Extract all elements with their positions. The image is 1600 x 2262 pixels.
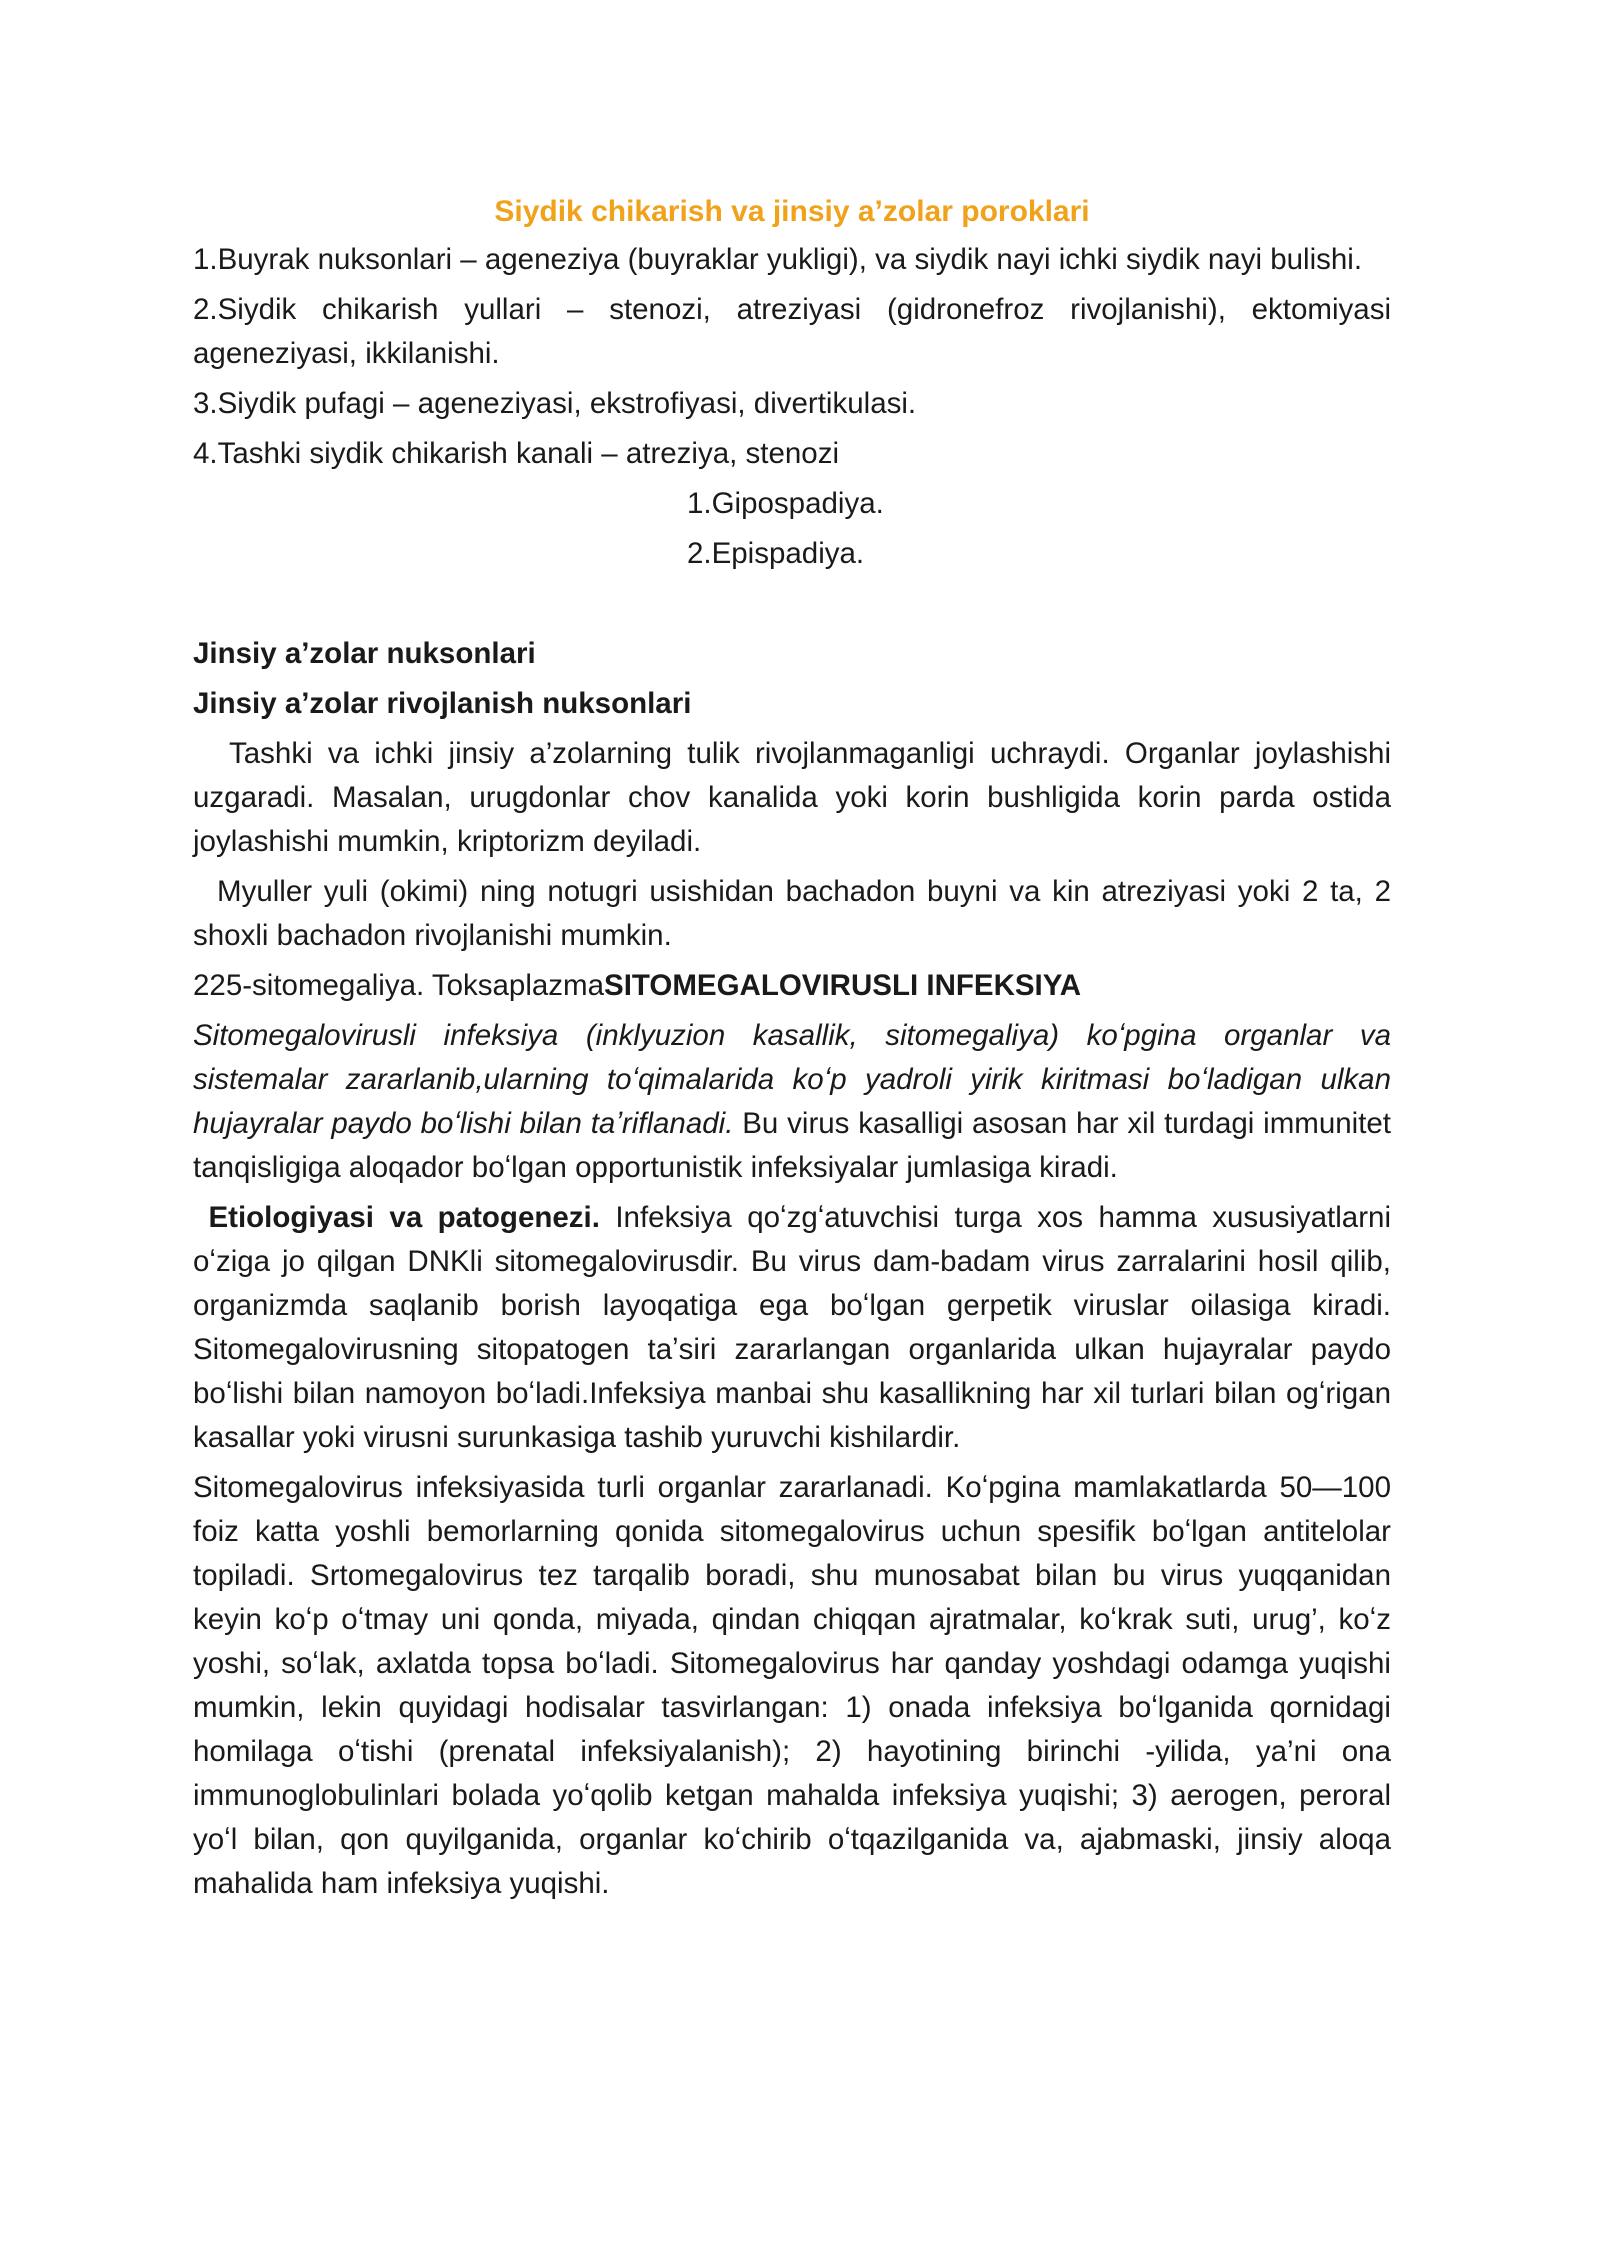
paragraph: Myuller yuli (okimi) ning notugri usishidan bachadon buyni va kin atreziyasi yoki 2 ta, 2 shoxli bachadon rivojlanishi mumkin.	[193, 875, 1391, 952]
document-title: Siydik chikarish va jinsiy a’zolar poroklari	[494, 195, 1090, 228]
list-item: 1.Buyrak nuksonlari – ageneziya (buyraklar yukligi), va siydik nayi ichki siydik nayi bulishi.	[193, 243, 1363, 276]
section-heading-inline: SITOMEGALOVIRUSLI INFEKSIYA	[604, 969, 1082, 1002]
spacer	[193, 576, 1391, 632]
paragraph-text: Infeksiya qoʻzgʻatuvchisi turga xos hamma xususiyatlarni oʻziga jo qilgan DNKli sitomegalovirusdir. Bu virus dam-badam virus zarralarini hosil qilib, organizmda saqlanib borish layoqatiga ega boʻlgan gerpetik viruslar oilasiga kiradi. Sitomegalovirusning sitopatogen taʼsiri zararlangan organlarida ulkan hujayralar paydo boʻlishi bilan namoyon boʻladi.Infeksiya manbai shu kasallikning har xil turlari bilan ogʻrigan kasallar yoki virusni surunkasiga tashib yuruvchi kishilardir.	[193, 1201, 1391, 1454]
section-heading: Jinsiy a’zolar rivojlanish nuksonlari	[193, 687, 692, 720]
paragraph	[193, 1196, 1391, 1460]
list-item: 4.Tashki siydik chikarish kanali – atreziya, stenozi	[193, 437, 840, 470]
document-page	[193, 190, 1391, 1906]
italic-definition: Sitomegalovirusli infeksiya (inklyuzion kasallik, sitomegaliya) koʻpgina organlar va sistemalar zararlanib,ularning toʻqimalarida koʻp yadroli yirik kiritmasi boʻladigan ulkan hujayralar paydo boʻlishi bilan taʼriflanadi.	[193, 1019, 1391, 1140]
paragraph: Tashki va ichki jinsiy a’zolarning tulik rivojlanmaganligi uchraydi. Organlar joylashishi uzgaradi. Masalan, urugdonlar chov kanalida yoki korin bushligida korin parda ostida joylashishi mumkin, kriptorizm deyiladi.	[193, 737, 1391, 858]
list-item: 2.Siydik chikarish yullari – stenozi, atreziyasi (gidronefroz rivojlanishi), ektomiyasi ageneziyasi, ikkilanishi.	[193, 293, 1391, 370]
paragraph-prefix: 225-sitomegaliya. Toksaplazma	[193, 969, 605, 1002]
section-heading: Jinsiy a’zolar nuksonlari	[193, 637, 536, 670]
subsection-heading: Etiologiyasi va patogenezi.	[208, 1201, 600, 1234]
list-item: 3.Siydik pufagi – ageneziyasi, ekstrofiyasi, divertikulasi.	[193, 387, 917, 420]
paragraph	[193, 1014, 1391, 1190]
paragraph-text: Bu virus kasalligi asosan har xil turdagi immunitet tanqisligiga aloqador boʻlgan opportunistik infeksiyalar jumlasiga kiradi.	[193, 1107, 1392, 1184]
sub-list-item: 2.Epispadiya.	[687, 537, 865, 570]
sub-list-item: 1.Gipospadiya.	[687, 487, 884, 520]
paragraph	[193, 964, 1391, 1008]
paragraph: Sitomegalovirus infeksiyasida turli organlar zararlanadi. Koʻpgina mamlakatlarda 50—100 foiz katta yoshli bemorlarning qonida sitomegalovirus uchun spesifik boʻlgan antitelolar topiladi. Srtomegalovirus tez tarqalib boradi, shu munosabat bilan bu virus yuqqanidan keyin koʻp oʻtmay uni qonda, miyada, qindan chiqqan ajratmalar, koʻkrak suti, urug’, koʻz yoshi, soʻlak, axlatda topsa boʻladi. Sitomegalovirus har qanday yoshdagi odamga yuqishi mumkin, lekin quyidagi hodisalar tasvirlangan: 1) onada infeksiya boʻlganida qornidagi homilaga oʻtishi (prenatal infeksiyalanish); 2) hayotining birinchi -yilida, ya’ni ona immunoglobulinlari bolada yoʻqolib ketgan mahalda infeksiya yuqishi; 3) aerogen, peroral yoʻl bilan, qon quyilganida, organlar koʻchirib oʻtqazilganida va, ajabmaski, jinsiy aloqa mahalida ham infeksiya yuqishi.	[193, 1471, 1391, 1900]
